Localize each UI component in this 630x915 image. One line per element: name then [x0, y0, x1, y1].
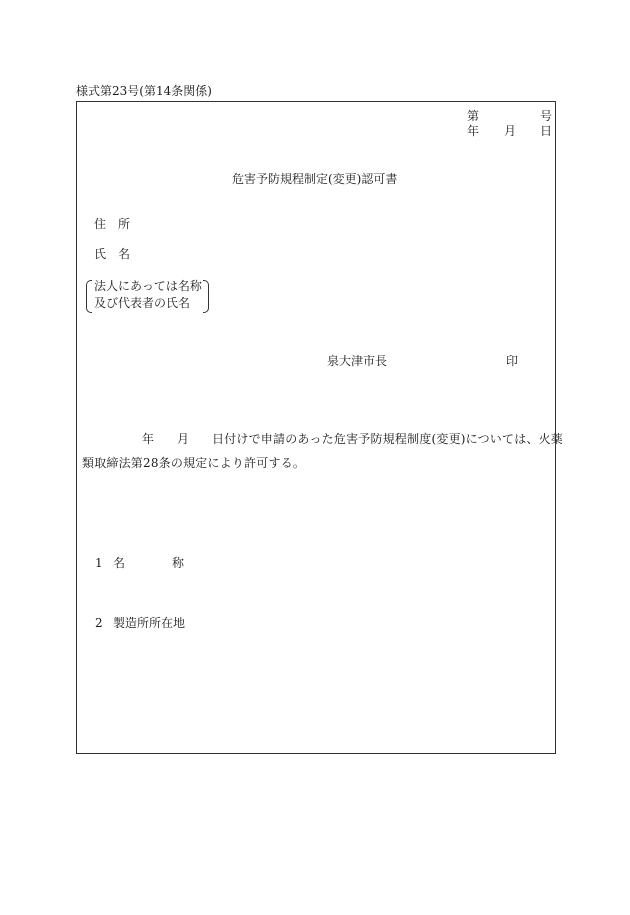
item1-label-b: 称 — [172, 556, 185, 570]
date-year: 年 — [467, 124, 480, 138]
issuer-name: 泉大津市長 — [327, 354, 388, 368]
form-number-label: 様式第23号(第14条関係) — [76, 84, 212, 98]
body-text-line1: 日付けで申請のあった危害予防規程制度(変更)については、火薬 — [212, 432, 564, 446]
document-title: 危害予防規程制定(変更)認可書 — [232, 172, 398, 186]
date-day: 日 — [540, 124, 553, 138]
corporate-note-line1: 法人にあっては名称 — [94, 279, 202, 293]
document-number-go: 号 — [540, 109, 553, 123]
item1-number: 1 — [95, 556, 103, 570]
corporate-note-bracket-left — [86, 280, 92, 313]
document-number-dai: 第 — [467, 109, 480, 123]
body-text-line2: 類取締法第28条の規定により許可する。 — [82, 456, 306, 470]
body-year: 年 — [142, 432, 155, 446]
item1-label-a: 名 — [113, 556, 126, 570]
date-month: 月 — [504, 124, 517, 138]
seal-mark: 印 — [506, 354, 519, 368]
item2-label: 製造所所在地 — [113, 616, 186, 630]
corporate-note-bracket-right — [203, 280, 209, 313]
form-frame — [76, 101, 556, 754]
corporate-note-line2: 及び代表者の氏名 — [94, 296, 191, 310]
name-label: 氏 名 — [94, 247, 131, 261]
body-month: 月 — [177, 432, 190, 446]
address-label: 住 所 — [94, 217, 131, 231]
item2-number: 2 — [95, 616, 103, 630]
